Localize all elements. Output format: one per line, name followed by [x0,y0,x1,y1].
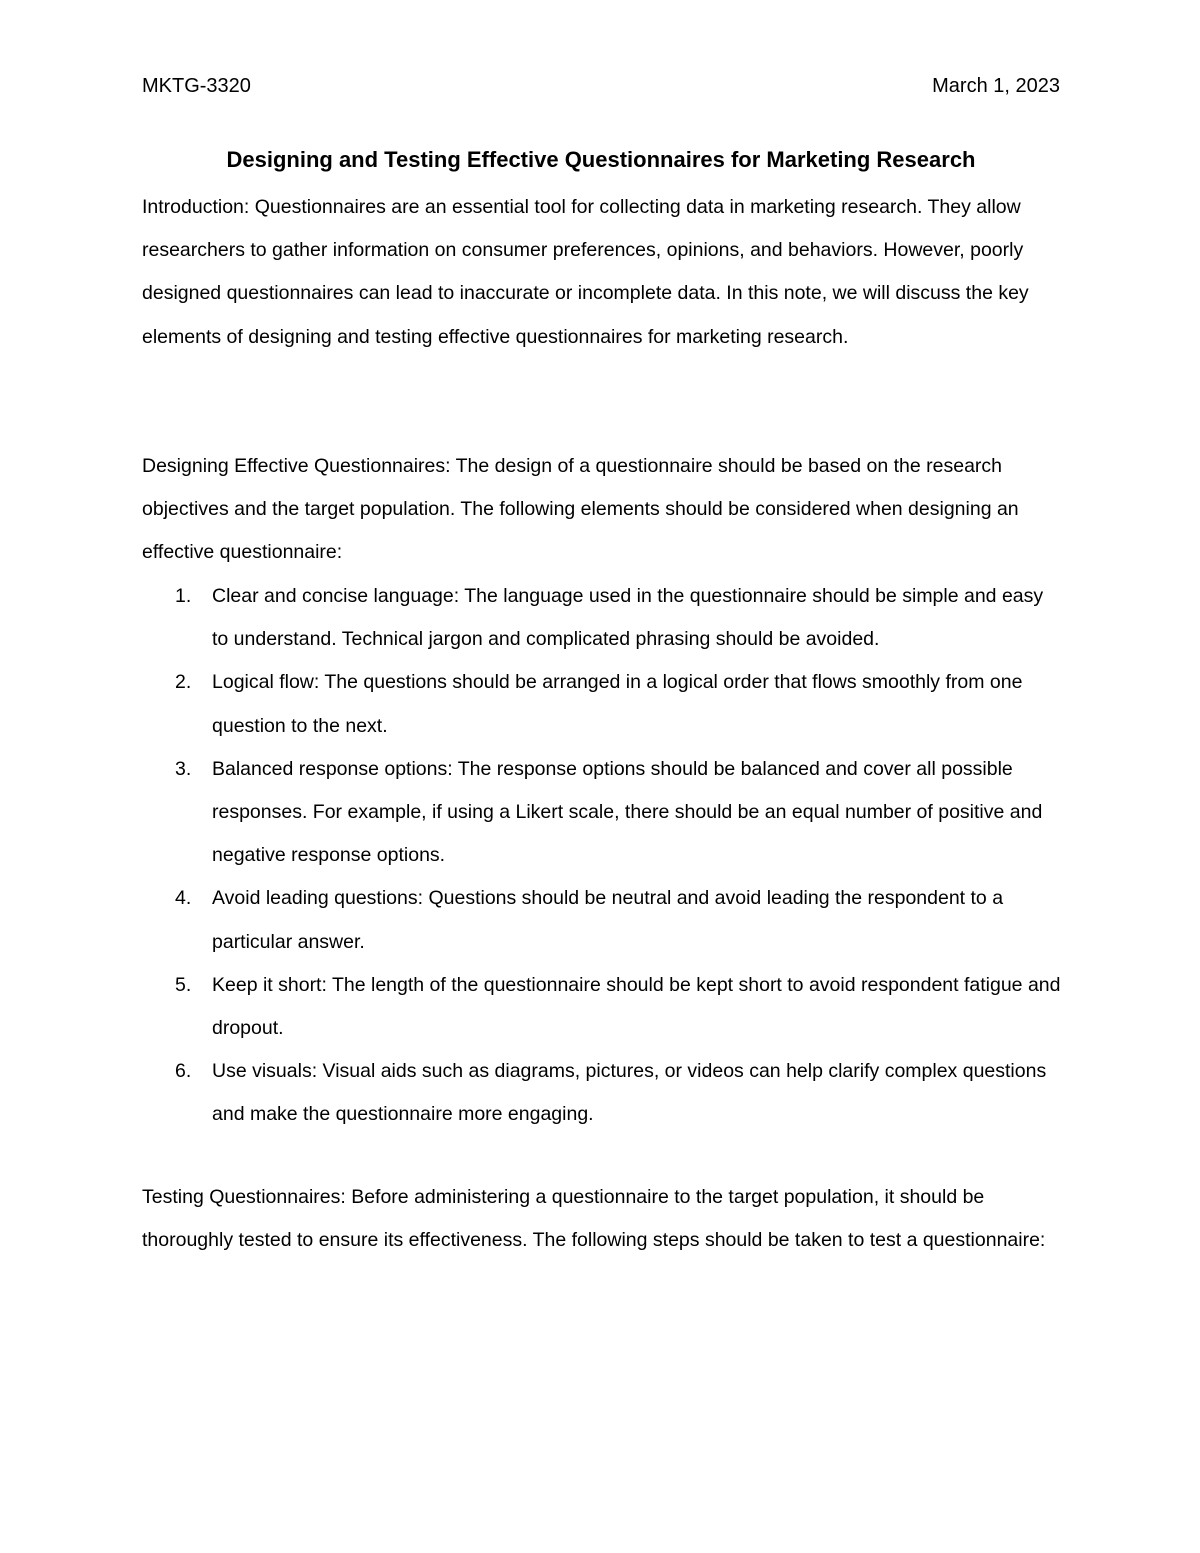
design-elements-list [142,575,1062,1137]
course-code: MKTG-3320 [142,75,251,97]
testing-paragraph: Testing Questionnaires: Before administering a questionnaire to the target population, it should be thoroughly tested to ensure its effectiveness. The following steps should be taken to test a questionnaire: [142,1186,1046,1252]
list-item [142,877,1062,963]
list-item-text: Avoid leading questions: Questions should be neutral and avoid leading the respondent to a particular answer. [212,887,1004,953]
list-item [142,575,1062,661]
list-item-number: 4. [175,887,192,910]
page-header [142,72,1060,100]
list-item [142,661,1062,747]
list-item-number: 3. [175,757,192,780]
document-date: March 1, 2023 [932,75,1060,97]
list-item-number: 6. [175,1060,192,1083]
list-item-text: Logical flow: The questions should be arranged in a logical order that flows smoothly from one question to the next. [212,671,1023,737]
designing-paragraph: Designing Effective Questionnaires: The design of a questionnaire should be based on the research objectives and the target population. The following elements should be considered when designing an effective questionnaire: [142,455,1019,564]
document-title: Designing and Testing Effective Questionnaires for Marketing Research [226,147,976,172]
list-item [142,1050,1062,1136]
list-item-text: Clear and concise language: The language used in the questionnaire should be simple and easy to understand. Technical jargon and complicated phrasing should be avoided. [212,585,1044,651]
intro-paragraph: Introduction: Questionnaires are an essential tool for collecting data in marketing research. They allow researchers to gather information on consumer preferences, opinions, and behaviors. However, poorly designed questionnaires can lead to inaccurate or incomplete data. In this note, we will discuss the key elements of designing and testing effective questionnaires for marketing research. [142,196,1029,348]
list-item-text: Use visuals: Visual aids such as diagrams, pictures, or videos can help clarify complex questions and make the questionnaire more engaging. [212,1060,1047,1126]
list-item [142,748,1062,878]
list-item-number: 1. [175,585,192,607]
list-item [142,964,1062,1050]
list-item-number: 5. [175,973,192,996]
list-item-text: Keep it short: The length of the questionnaire should be kept short to avoid respondent fatigue and dropout. [212,973,1061,1040]
list-item-number: 2. [175,671,192,694]
list-item-text: Balanced response options: The response options should be balanced and cover all possible responses. For example, if using a Likert scale, there should be an equal number of positive and negative response options. [212,757,1043,867]
